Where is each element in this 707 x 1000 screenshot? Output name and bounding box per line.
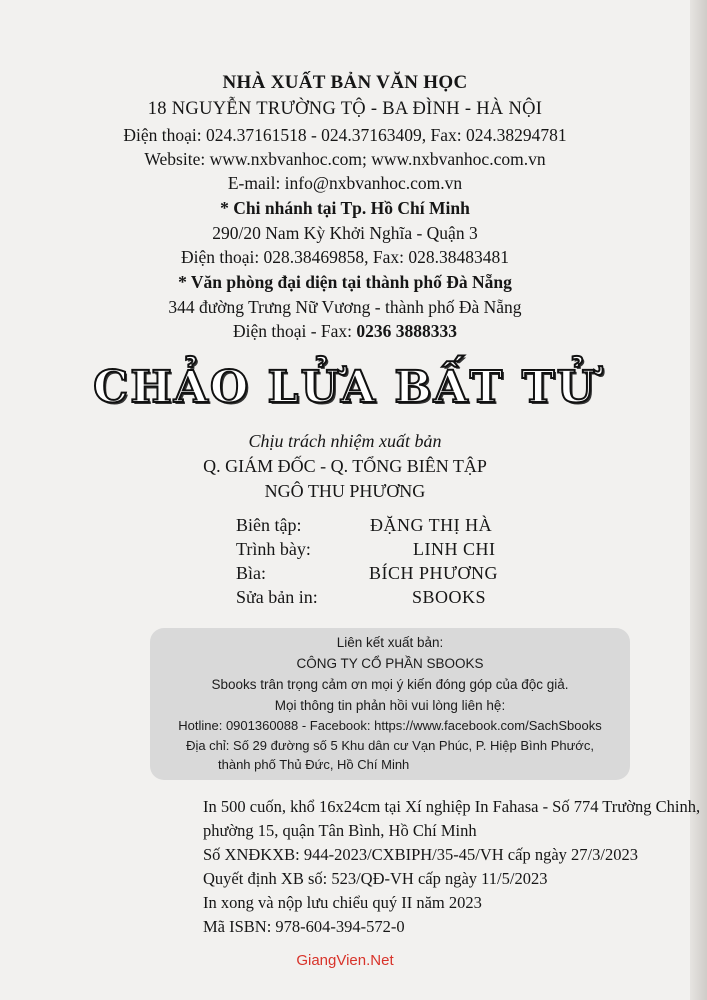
- branch-hcm-phone: Điện thoại: 028.38469858, Fax: 028.38483481: [180, 247, 510, 267]
- printing-line-6: Mã ISBN: 978-604-394-572-0: [203, 917, 405, 936]
- office-dn-phone-label: Điện thoại - Fax:: [232, 321, 357, 341]
- responsibility-person: NGÔ THU PHƯƠNG: [264, 481, 426, 501]
- watermark: GiangVien.Net: [296, 952, 394, 969]
- credit-label-proofreading: Sửa bản in:: [236, 587, 318, 607]
- partner-line-5: Hotline: 0901360088 - Facebook: https://www.facebook.com/SachSbooks: [178, 718, 602, 733]
- publisher-name: NHÀ XUẤT BẢN VĂN HỌC: [222, 72, 468, 93]
- office-dn-title: * Văn phòng đại diện tại thành phố Đà Nẵng: [178, 272, 512, 292]
- responsibility-heading: Chịu trách nhiệm xuất bản: [248, 431, 442, 451]
- office-dn-address: 344 đường Trưng Nữ Vương - thành phố Đà Nẵng: [168, 297, 522, 317]
- printing-line-1: In 500 cuốn, khổ 16x24cm tại Xí nghiệp In Fahasa - Số 774 Trường Chinh,: [203, 797, 701, 816]
- office-dn-phone-number: 0236 3888333: [356, 321, 458, 341]
- partner-line-3: Sbooks trân trọng cảm ơn mọi ý kiến đóng góp của độc giả.: [211, 677, 569, 692]
- printing-line-4: Quyết định XB số: 523/QĐ-VH cấp ngày 11/5/2023: [203, 869, 548, 888]
- publisher-website: Website: www.nxbvanhoc.com; www.nxbvanhoc.com.vn: [144, 149, 546, 169]
- printing-line-5: In xong và nộp lưu chiểu quý II năm 2023: [203, 893, 482, 912]
- page-edge: [690, 0, 707, 1000]
- publisher-email: E-mail: info@nxbvanhoc.com.vn: [227, 173, 463, 193]
- printing-line-2: phường 15, quận Tân Bình, Hồ Chí Minh: [203, 821, 477, 840]
- responsibility-role: Q. GIÁM ĐỐC - Q. TỔNG BIÊN TẬP: [203, 456, 487, 476]
- credit-value-proofreading: SBOOKS: [412, 587, 487, 607]
- printing-line-3: Số XNĐKXB: 944-2023/CXBIPH/35-45/VH cấp ngày 27/3/2023: [203, 845, 638, 864]
- credit-label-layout: Trình bày:: [236, 539, 311, 559]
- credit-label-cover: Bìa:: [236, 563, 266, 583]
- credit-value-layout: LINH CHI: [413, 539, 496, 559]
- credit-value-cover: BÍCH PHƯƠNG: [369, 563, 498, 583]
- publisher-address: 18 NGUYỄN TRƯỜNG TỘ - BA ĐÌNH - HÀ NỘI: [147, 99, 543, 119]
- credit-value-editor: ĐẶNG THỊ HÀ: [370, 515, 493, 535]
- partner-line-6: Địa chỉ: Số 29 đường số 5 Khu dân cư Vạn Phúc, P. Hiệp Bình Phước,: [186, 738, 594, 753]
- branch-hcm-title: * Chi nhánh tại Tp. Hồ Chí Minh: [220, 198, 470, 218]
- publisher-phone: Điện thoại: 024.37161518 - 024.37163409, Fax: 024.38294781: [123, 125, 567, 145]
- office-dn-phone: [0, 320, 690, 342]
- branch-hcm-address: 290/20 Nam Kỳ Khởi Nghĩa - Quận 3: [212, 223, 478, 243]
- partner-line-2: CÔNG TY CỔ PHẦN SBOOKS: [296, 656, 484, 671]
- partner-line-4: Mọi thông tin phản hồi vui lòng liên hệ:: [274, 698, 506, 713]
- partner-line-1: Liên kết xuất bản:: [336, 635, 444, 650]
- credit-label-editor: Biên tập:: [236, 515, 302, 535]
- partner-line-7: thành phố Thủ Đức, Hồ Chí Minh: [218, 757, 410, 772]
- book-title: CHẢO LỬA BẤT TỬ: [93, 362, 597, 413]
